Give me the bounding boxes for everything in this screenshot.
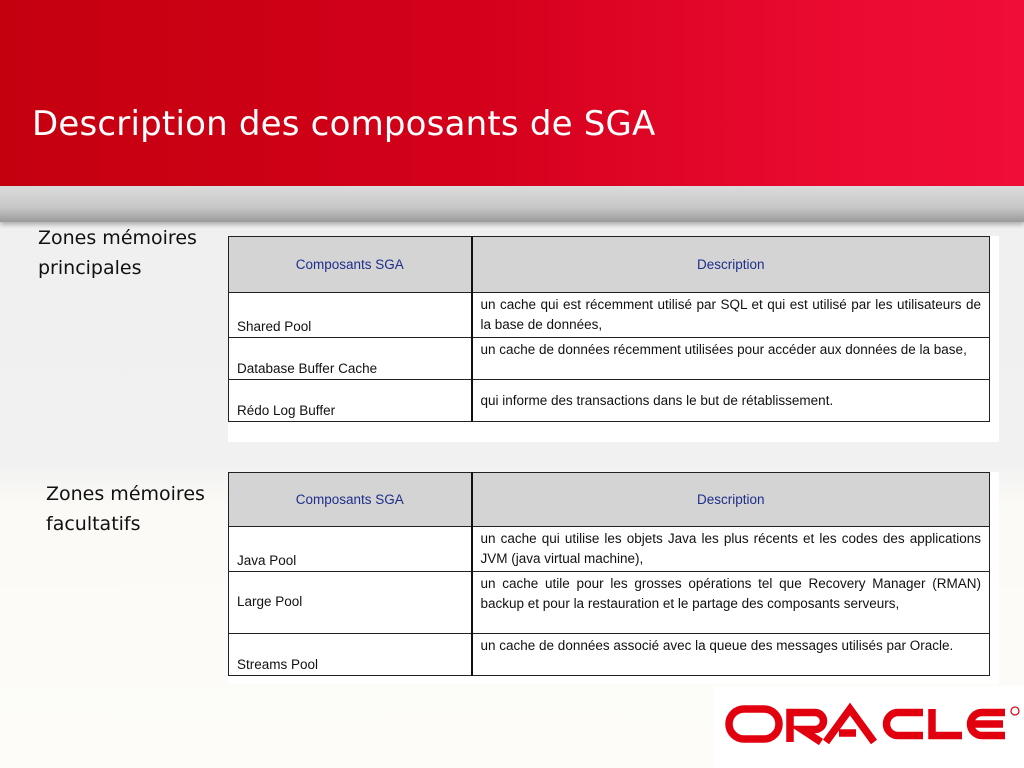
table-row xyxy=(229,527,990,572)
component-description: un cache de données associé avec la queue des messages utilisés par Oracle. xyxy=(472,634,990,676)
table-row xyxy=(229,634,990,676)
section-label-principal: Zones mémoires principales xyxy=(38,227,197,279)
header-description: Description xyxy=(472,237,990,293)
table-row xyxy=(229,293,990,338)
component-name: Shared Pool xyxy=(229,293,472,338)
table-optional-container xyxy=(228,472,999,684)
component-name: Rédo Log Buffer xyxy=(229,380,472,422)
registered-mark-icon xyxy=(1011,707,1019,715)
table-row xyxy=(229,380,990,422)
banner-shadow-band xyxy=(0,186,1024,222)
table-header-row xyxy=(229,473,990,527)
table-row xyxy=(229,338,990,380)
component-description: un cache de données récemment utilisées pour accéder aux données de la base, xyxy=(472,338,990,380)
component-description: un cache utile pour les grosses opérations tel que Recovery Manager (RMAN) backup et pour la restauration et le partage des composants serveurs, xyxy=(472,572,990,634)
component-name: Streams Pool xyxy=(229,634,472,676)
slide-title: Description des composants de SGA xyxy=(32,104,656,144)
title-banner xyxy=(0,0,1024,186)
sga-optional-table xyxy=(228,472,990,676)
component-name: Large Pool xyxy=(229,572,472,634)
table-principal-container xyxy=(228,236,999,442)
header-description: Description xyxy=(472,473,990,527)
component-description: un cache qui utilise les objets Java les plus récents et les codes des applications JVM (java virtual machine), xyxy=(472,527,990,572)
section-label-optional: Zones mémoires facultatifs xyxy=(46,483,205,535)
oracle-logo xyxy=(722,692,1022,756)
oracle-logo-mark xyxy=(729,709,1005,742)
table-row xyxy=(229,572,990,634)
component-description: qui informe des transactions dans le but de rétablissement. xyxy=(472,380,990,422)
header-components: Composants SGA xyxy=(229,237,472,293)
logo-area xyxy=(714,686,1024,768)
table-header-row xyxy=(229,237,990,293)
component-name: Java Pool xyxy=(229,527,472,572)
header-components: Composants SGA xyxy=(229,473,472,527)
component-name: Database Buffer Cache xyxy=(229,338,472,380)
component-description: un cache qui est récemment utilisé par SQL et qui est utilisé par les utilisateurs de la base de données, xyxy=(472,293,990,338)
sga-principal-table xyxy=(228,236,990,422)
